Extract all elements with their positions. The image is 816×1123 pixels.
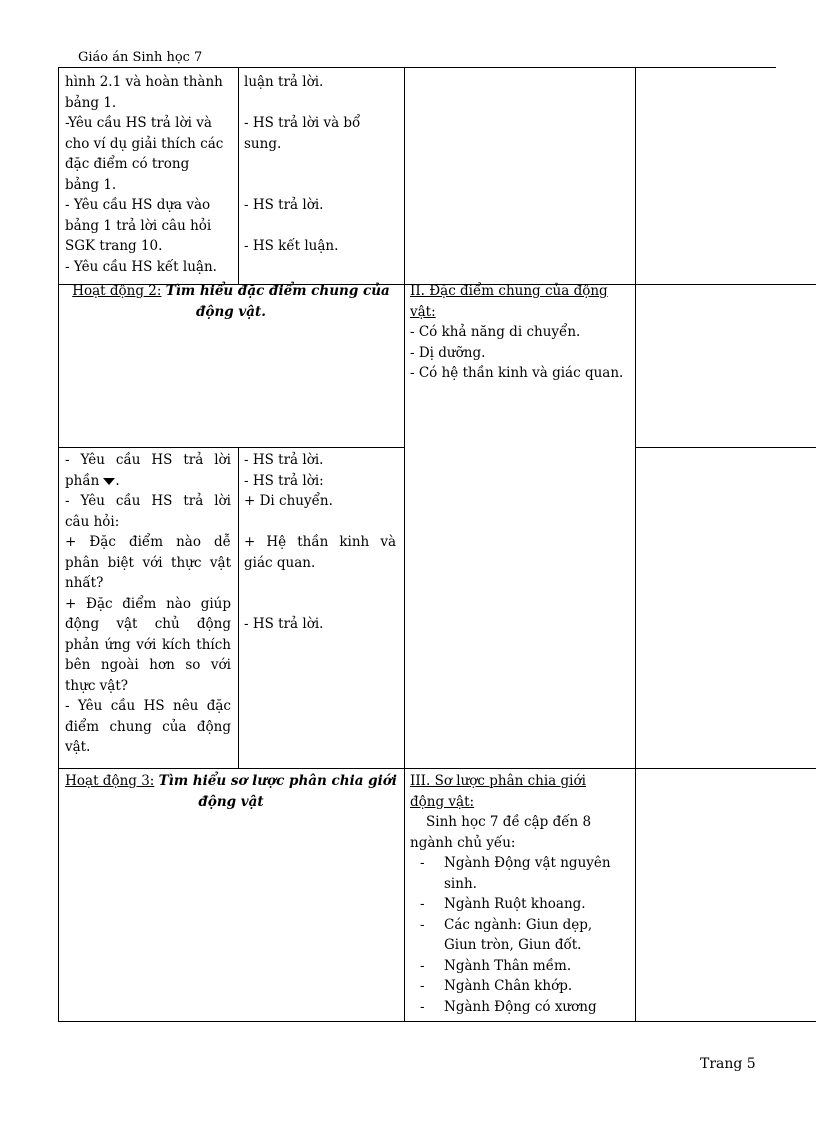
text-line: phần . xyxy=(65,472,120,489)
text-line: - Yêu cầu HS nêu đặc xyxy=(65,698,231,714)
point-item: - Có khả năng di chuyển. xyxy=(410,324,581,340)
activity-3-title-cont: động vật xyxy=(198,793,264,810)
activity-3-title: Tìm hiểu sơ lược phân chia giới xyxy=(158,773,397,789)
text-line: bảng 1. xyxy=(65,94,117,111)
table-border-left xyxy=(58,68,59,1021)
activity-2-title-cont: động vật. xyxy=(196,303,266,320)
text-line: thực vật? xyxy=(65,677,129,694)
text-line: phản ứng với kích thích xyxy=(65,636,231,653)
row-divider xyxy=(635,447,816,448)
triangle-down-icon xyxy=(103,478,115,485)
text-line: vật. xyxy=(65,739,91,755)
activity-2-heading xyxy=(62,281,400,322)
student-activities-cell xyxy=(244,450,396,635)
text-line: -Yêu cầu HS trả lời và xyxy=(65,115,212,131)
text-line: hình 2.1 và hoàn thành xyxy=(65,74,223,90)
col-divider xyxy=(635,68,636,1021)
text-line xyxy=(244,154,398,175)
phylum-list xyxy=(410,853,632,1017)
activity-2-title: Tìm hiểu đặc điểm chung của xyxy=(165,283,390,299)
point-item: - Có hệ thần kinh và giác quan. xyxy=(410,365,624,381)
text-line: bảng 1 trả lời câu hỏi xyxy=(65,217,212,234)
text-line xyxy=(244,175,398,196)
page-number: Trang 5 xyxy=(700,1056,756,1072)
text-line: SGK trang 10. xyxy=(65,238,163,254)
row-divider xyxy=(58,447,404,448)
text-line: cho ví dụ giải thích các xyxy=(65,135,224,152)
text-line: nhất? xyxy=(65,575,104,591)
section-3-heading-cont: động vật: xyxy=(410,793,475,810)
list-item: - Ngành Ruột khoang. xyxy=(420,896,586,912)
col-divider xyxy=(238,447,239,768)
text-line: bên ngoài hơn so với xyxy=(65,657,231,673)
text-line: - HS trả lời. xyxy=(244,452,324,468)
text-line: phân biệt với thực vật xyxy=(65,554,231,571)
section-3-heading: III. Sơ lược phân chia giới xyxy=(410,773,586,789)
text-line: + Hệ thần kinh và xyxy=(244,534,396,550)
table-border-bottom xyxy=(58,1021,816,1022)
row-divider xyxy=(58,768,816,769)
text-line: - HS trả lời và bổ xyxy=(244,115,361,131)
text-line: - Yêu cầu HS kết luận. xyxy=(65,258,217,275)
text-line: - Yêu cầu HS dựa vào xyxy=(65,197,211,213)
student-activities-cell xyxy=(244,72,398,257)
section-2-heading: II. Đặc điểm chung của động xyxy=(410,283,608,299)
text-line xyxy=(244,594,396,615)
teacher-activities-cell xyxy=(65,72,233,277)
text-line xyxy=(244,216,398,237)
text-line: - Yêu cầu HS trả lời xyxy=(65,452,231,468)
text-line: giác quan. xyxy=(244,554,316,571)
teacher-activities-cell xyxy=(65,450,231,758)
lesson-table xyxy=(58,68,816,1021)
activity-2-label: Hoạt động 2: xyxy=(72,283,162,299)
activity-3-label: Hoạt động 3: xyxy=(65,773,155,789)
text-line: - HS trả lời. xyxy=(244,616,324,632)
list-item: - Ngành Thân mềm. xyxy=(420,957,572,974)
text-line: luận trả lời. xyxy=(244,74,324,90)
list-item: - Ngành Chân khớp. xyxy=(420,978,573,994)
section-2-content xyxy=(410,281,632,384)
text-line: sung. xyxy=(244,135,282,152)
list-item: - Các ngành: Giun dẹp, Giun tròn, Giun đốt. xyxy=(420,916,593,953)
text-line: điểm chung của động xyxy=(65,718,231,735)
intro-line: ngành chủ yếu: xyxy=(410,834,516,851)
activity-3-heading xyxy=(62,771,400,812)
text-line: - HS trả lời: xyxy=(244,472,324,489)
point-item: - Dị dưỡng. xyxy=(410,344,486,361)
text-line: đặc điểm có trong xyxy=(65,156,190,172)
text-line xyxy=(244,93,398,114)
text-line: câu hỏi: xyxy=(65,513,120,530)
text-line xyxy=(244,573,396,594)
text-line: - HS trả lời. xyxy=(244,197,324,213)
list-item: - Ngành Động có xương xyxy=(420,998,597,1015)
text-line: động vật chủ động xyxy=(65,616,231,632)
col-divider xyxy=(404,68,405,1021)
section-3-content xyxy=(410,771,632,1017)
text-line: + Đặc điểm nào dễ xyxy=(65,534,231,550)
text-line xyxy=(244,512,396,533)
intro-line: Sinh học 7 đề cập đến 8 xyxy=(426,814,592,830)
document-header: Giáo án Sinh học 7 xyxy=(78,50,203,65)
col-divider xyxy=(238,68,239,284)
text-line: - HS kết luận. xyxy=(244,238,339,254)
text-line: + Di chuyển. xyxy=(244,493,333,509)
list-item: - Ngành Động vật nguyên sinh. xyxy=(420,855,611,892)
text-line: + Đặc điểm nào giúp xyxy=(65,595,231,612)
section-2-heading-cont: vật: xyxy=(410,303,436,320)
text-line: bảng 1. xyxy=(65,176,117,193)
text-line: - Yêu cầu HS trả lời xyxy=(65,493,231,509)
